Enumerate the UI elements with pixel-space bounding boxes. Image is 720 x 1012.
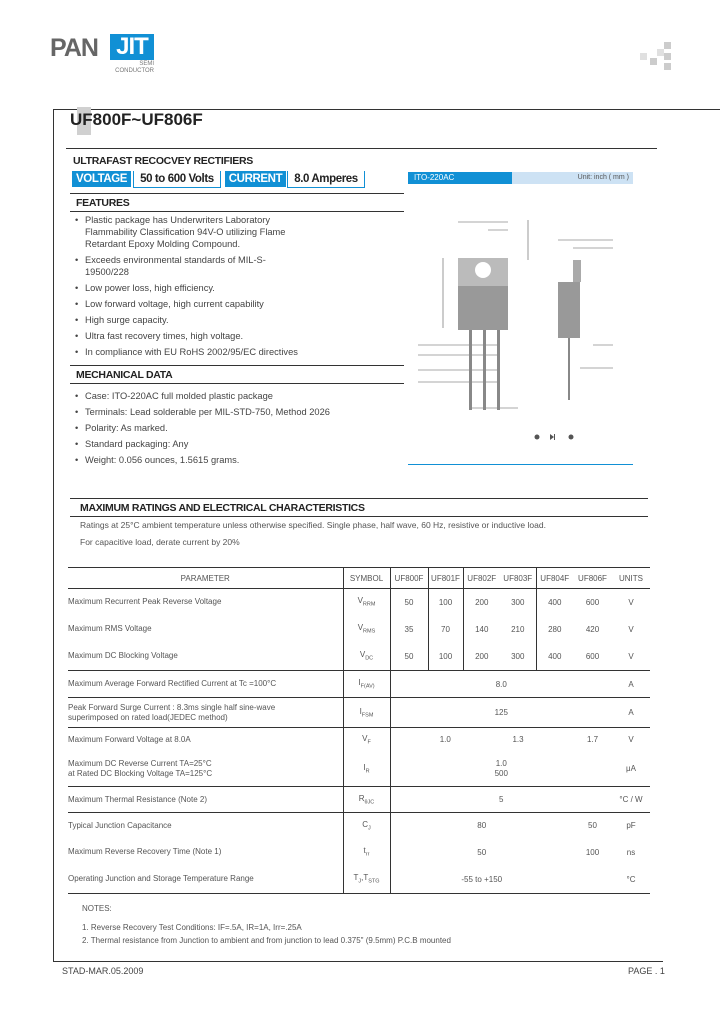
- ratings-table: [68, 567, 650, 894]
- value-cell: 210: [500, 616, 536, 643]
- symbol: V: [357, 623, 364, 633]
- value-cell: 1.7: [586, 735, 599, 745]
- symbol-cell: [343, 839, 390, 866]
- param-cell: Maximum Thermal Resistance (Note 2): [68, 787, 343, 813]
- feature-item: • High surge capacity.: [73, 314, 313, 326]
- value-cell: 100: [585, 847, 600, 857]
- value-cell: 300: [500, 589, 536, 616]
- symbol-sub: DC: [365, 656, 374, 663]
- symbol-sub: STG: [368, 879, 380, 886]
- value-cell: 600: [585, 597, 600, 607]
- feature-item: • Plastic package has Underwriters Laboratory Flammability Classification 94V-O utilizing Flame Retardant Epoxy Molding Compound.: [73, 214, 313, 250]
- value-cell: 420: [585, 624, 600, 634]
- value-cell: -55 to +150: [390, 866, 573, 894]
- value-cell: 35: [390, 616, 428, 643]
- table-row: [68, 643, 650, 671]
- notes-heading: NOTES:: [82, 904, 112, 913]
- symbol-cell: [343, 671, 390, 698]
- table-row: [68, 752, 650, 787]
- feature-item: • Exceeds environmental standards of MIL-S-19500/228: [73, 254, 283, 278]
- value-cell: 50: [390, 643, 428, 671]
- features-heading: FEATURES: [76, 197, 130, 209]
- symbol: I: [363, 762, 366, 772]
- symbol-sub: F(AV): [360, 683, 375, 690]
- param-cell: Maximum Average Forward Rectified Current at Tc =100°C: [68, 671, 343, 698]
- unit-cell: V: [628, 624, 634, 634]
- col-header: UF802F: [463, 568, 500, 589]
- notes: [82, 902, 451, 947]
- unit-cell: V: [612, 643, 650, 671]
- footer-divider: [53, 961, 663, 962]
- col-header: UF806F: [573, 568, 612, 589]
- symbol-sub: RMS: [363, 628, 376, 635]
- decor-square: [640, 53, 647, 60]
- unit-cell: V: [628, 735, 634, 745]
- symbol-cell: [343, 813, 390, 839]
- features-list: [73, 214, 313, 358]
- col-header: SYMBOL: [343, 568, 390, 589]
- value-cell: 80: [477, 821, 487, 831]
- logo-sub2: CONDUCTOR: [115, 68, 154, 74]
- symbol: R: [358, 793, 365, 803]
- mechanical-item: • Case: ITO-220AC full molded plastic package: [73, 390, 403, 402]
- col-header: UF804F: [536, 568, 573, 589]
- mechanical-item: • Weight: 0.056 ounces, 1.5615 grams.: [73, 454, 403, 466]
- value-cell: [536, 728, 573, 752]
- divider: [70, 193, 404, 194]
- mechanical-item: • Terminals: Lead solderable per MIL-STD-750, Method 2026: [73, 406, 403, 418]
- divider: [70, 516, 648, 517]
- param-cell: Maximum RMS Voltage: [68, 624, 152, 633]
- symbol-sub: rr: [365, 851, 370, 858]
- feature-item: • Ultra fast recovery times, high voltage.: [73, 330, 313, 342]
- param-line: Maximum DC Reverse Current TA=25°C: [68, 758, 212, 768]
- symbol: t: [363, 846, 366, 856]
- spec-tags: [72, 171, 365, 188]
- symbol-sub: FSM: [361, 712, 374, 719]
- param-cell: [68, 752, 343, 787]
- current-value: 8.0 Amperes: [287, 171, 365, 188]
- current-label: CURRENT: [225, 171, 286, 187]
- symbol-cell: [343, 728, 390, 752]
- value-cell: 125: [390, 698, 612, 728]
- mechanical-item: • Standard packaging: Any: [73, 438, 403, 450]
- unit-cell: A: [612, 698, 650, 728]
- feature-item: • Low forward voltage, high current capability: [73, 298, 313, 310]
- symbol-cell: [343, 752, 390, 787]
- voltage-value: 50 to 600 Volts: [133, 171, 221, 188]
- divider: [66, 148, 657, 149]
- col-header: UF803F: [500, 568, 536, 589]
- decor-square: [664, 42, 671, 49]
- symbol-sub: J: [368, 825, 371, 832]
- subtitle: ULTRAFAST RECOCVEY RECTIFIERS: [73, 155, 253, 167]
- value-cell: 1.3: [512, 735, 524, 745]
- value-cell: 1.0: [439, 735, 451, 745]
- symbol-sub: F: [367, 739, 371, 746]
- value-cell: 5: [390, 787, 612, 813]
- symbol: C: [362, 819, 369, 829]
- symbol-cell: [343, 787, 390, 813]
- value-cell: 600: [573, 643, 612, 671]
- logo-sub1: SEMI: [139, 61, 154, 67]
- unit-cell: μA: [612, 752, 650, 787]
- table-row: [68, 589, 650, 616]
- table-row: [68, 839, 650, 866]
- value-line: 1.0: [495, 758, 507, 768]
- table-row: [68, 698, 650, 728]
- table-row: [68, 866, 650, 894]
- package-outline-drawing: [408, 190, 634, 470]
- param-cell: Maximum Recurrent Peak Reverse Voltage: [68, 597, 222, 607]
- value-cell: [390, 752, 612, 787]
- col-header: UF801F: [428, 568, 463, 589]
- symbol-sub: R: [365, 768, 370, 775]
- decor-square: [650, 58, 657, 65]
- table-header-row: [68, 568, 650, 589]
- symbol-cell: [343, 866, 390, 894]
- mechanical-item: • Polarity: As marked.: [73, 422, 403, 434]
- value-cell: [573, 866, 612, 894]
- unit-cell: °C: [612, 866, 650, 894]
- footer-date: STAD-MAR.05.2009: [62, 966, 144, 976]
- value-cell: 140: [475, 624, 489, 634]
- value-cell: 280: [548, 624, 562, 634]
- symbol-cell: [343, 589, 390, 616]
- divider: [408, 464, 633, 465]
- symbol-sub: θJC: [364, 799, 375, 806]
- symbol-cell: [343, 616, 390, 643]
- param-cell: Maximum Reverse Recovery Time (Note 1): [68, 847, 222, 856]
- symbol: V: [362, 733, 368, 743]
- col-header: UF800F: [390, 568, 428, 589]
- unit-cell: pF: [626, 821, 636, 831]
- symbol: V: [359, 650, 366, 660]
- symbol-sub: J: [358, 879, 362, 886]
- unit-cell: °C / W: [612, 787, 650, 813]
- table-row: [68, 616, 650, 643]
- value-cell: 400: [536, 643, 573, 671]
- divider: [70, 383, 404, 384]
- package-unit: Unit: inch ( mm ): [577, 174, 629, 181]
- symbol: V: [357, 596, 363, 606]
- unit-cell: V: [628, 597, 634, 607]
- param-cell: Peak Forward Surge Current : 8.3ms single half sine-wave superimposed on rated load(JEDEC method): [68, 698, 343, 728]
- unit-cell: A: [612, 671, 650, 698]
- page-title: UF800F~UF806F: [70, 110, 203, 129]
- value-cell: 300: [500, 643, 536, 671]
- value-cell: 200: [463, 643, 500, 671]
- package-name: ITO-220AC: [408, 172, 512, 184]
- value-cell: 70: [428, 616, 463, 643]
- divider: [70, 211, 404, 212]
- divider: [70, 365, 404, 366]
- param-cell: Maximum DC Blocking Voltage: [68, 643, 343, 671]
- value-cell: 100: [428, 643, 463, 671]
- param-cell: Typical Junction Capacitance: [68, 820, 172, 830]
- symbol-cell: [343, 698, 390, 728]
- ratings-note-2: For capacitive load, derate current by 20%: [80, 537, 240, 547]
- table-row: [68, 787, 650, 813]
- param-cell: Operating Junction and Storage Temperature Range: [68, 866, 343, 894]
- value-cell: 8.0: [390, 671, 612, 698]
- pin-symbols: [535, 434, 574, 440]
- logo-pan-text: PAN: [50, 34, 98, 62]
- feature-item: • Low power loss, high efficiency.: [73, 282, 313, 294]
- symbol: T: [353, 873, 359, 883]
- value-cell: 50: [390, 589, 428, 616]
- value-cell: 50: [588, 821, 597, 831]
- decor-square: [657, 49, 664, 56]
- note-1: 1. Reverse Recovery Test Conditions: IF=.5A, IR=1A, Irr=.25A: [82, 923, 302, 932]
- page-number: PAGE . 1: [628, 966, 665, 976]
- unit-cell: ns: [626, 847, 636, 857]
- ratings-note-1: Ratings at 25°C ambient temperature unless otherwise specified. Single phase, half wave, 60 Hz, resistive or inductive load.: [80, 520, 546, 530]
- symbol-cell: [343, 643, 390, 671]
- table-row: [68, 813, 650, 839]
- voltage-label: VOLTAGE: [72, 171, 131, 187]
- logo-jit-box: JIT: [110, 34, 154, 60]
- table-row: [68, 671, 650, 698]
- package-front-view: [458, 258, 508, 410]
- value-cell: 100: [428, 589, 463, 616]
- symbol: ,T: [361, 873, 369, 883]
- table-row: [68, 728, 650, 752]
- logo-subtitle: [110, 61, 154, 75]
- package-side-view: [558, 260, 581, 400]
- param-line: at Rated DC Blocking Voltage TA=125°C: [68, 768, 213, 778]
- symbol: I: [358, 678, 361, 688]
- col-header: PARAMETER: [68, 568, 343, 589]
- divider: [70, 498, 648, 499]
- frame-left: [53, 109, 54, 961]
- value-cell: 200: [475, 597, 489, 607]
- symbol-sub: RRM: [362, 602, 376, 609]
- value-cell: 400: [548, 597, 562, 607]
- decor-square: [664, 63, 671, 70]
- package-bar: [408, 172, 633, 184]
- col-header: UNITS: [612, 568, 650, 589]
- value-line: 500: [494, 768, 508, 778]
- decor-square: [664, 53, 671, 60]
- mechanical-heading: MECHANICAL DATA: [76, 369, 173, 381]
- symbol: I: [359, 706, 362, 716]
- ratings-heading: MAXIMUM RATINGS AND ELECTRICAL CHARACTERISTICS: [80, 502, 365, 514]
- note-2: 2. Thermal resistance from Junction to ambient and from junction to lead 0.375" (9.5mm) P.C.B mounted: [82, 936, 451, 945]
- feature-item: • In compliance with EU RoHS 2002/95/EC directives: [73, 346, 373, 358]
- param-cell: Maximum Forward Voltage at 8.0A: [68, 734, 191, 744]
- mechanical-list: [73, 386, 403, 466]
- value-cell: 50: [477, 847, 487, 857]
